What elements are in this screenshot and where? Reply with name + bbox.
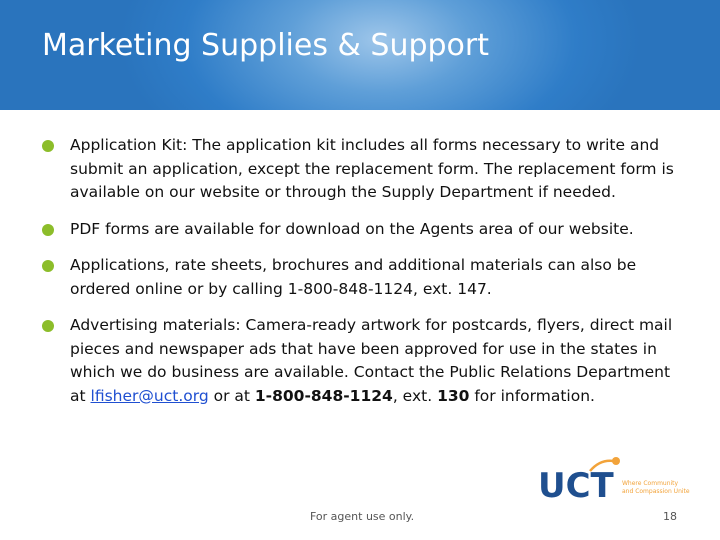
logo-wordmark: UCT <box>538 466 614 506</box>
logo-tagline-line1: Where Community <box>622 480 679 487</box>
uct-logo <box>538 453 690 506</box>
title-banner <box>0 0 720 110</box>
bullet-text: Application Kit: The application kit includes all forms necessary to write and submit an application, except the replacement form. The replacement form is available on our website or through the Supply Department if needed. <box>70 136 674 201</box>
bullet-item <box>42 314 682 408</box>
logo-tagline-line2: and Compassion Unite <box>622 488 690 495</box>
phone-number: 1-800-848-1124 <box>254 386 393 405</box>
bullet-item <box>42 254 682 301</box>
bullet-text-end: for information. <box>469 386 595 405</box>
bullet-text-middle: or at <box>208 386 255 405</box>
email-link[interactable]: lfisher@uct.org <box>90 386 209 405</box>
logo-dot <box>612 457 620 465</box>
bullet-list <box>42 134 682 421</box>
bullet-dot-icon <box>42 320 54 332</box>
page-number: 18 <box>663 510 677 523</box>
bullet-item <box>42 134 682 205</box>
slide-title: Marketing Supplies & Support <box>42 28 490 63</box>
bullet-item <box>42 218 682 242</box>
bullet-text: Applications, rate sheets, brochures and additional materials can also be ordered online or by calling 1-800-848-1124, ext. 147. <box>70 256 637 298</box>
bullet-text-comma: , ext. <box>392 386 438 405</box>
bullet-dot-icon <box>42 224 54 236</box>
footer-note: For agent use only. <box>310 510 415 523</box>
bullet-text: PDF forms are available for download on the Agents area of our website. <box>70 219 634 238</box>
bullet-text-start: Advertising materials: Camera-ready artwork for postcards, flyers, direct mail pieces and newspaper ads that have been approved for use in the states in which we do business are available. Contact the Public Relations Department at <box>70 316 673 405</box>
bullet-dot-icon <box>42 140 54 152</box>
extension-number: 130 <box>437 386 470 405</box>
bullet-dot-icon <box>42 260 54 272</box>
